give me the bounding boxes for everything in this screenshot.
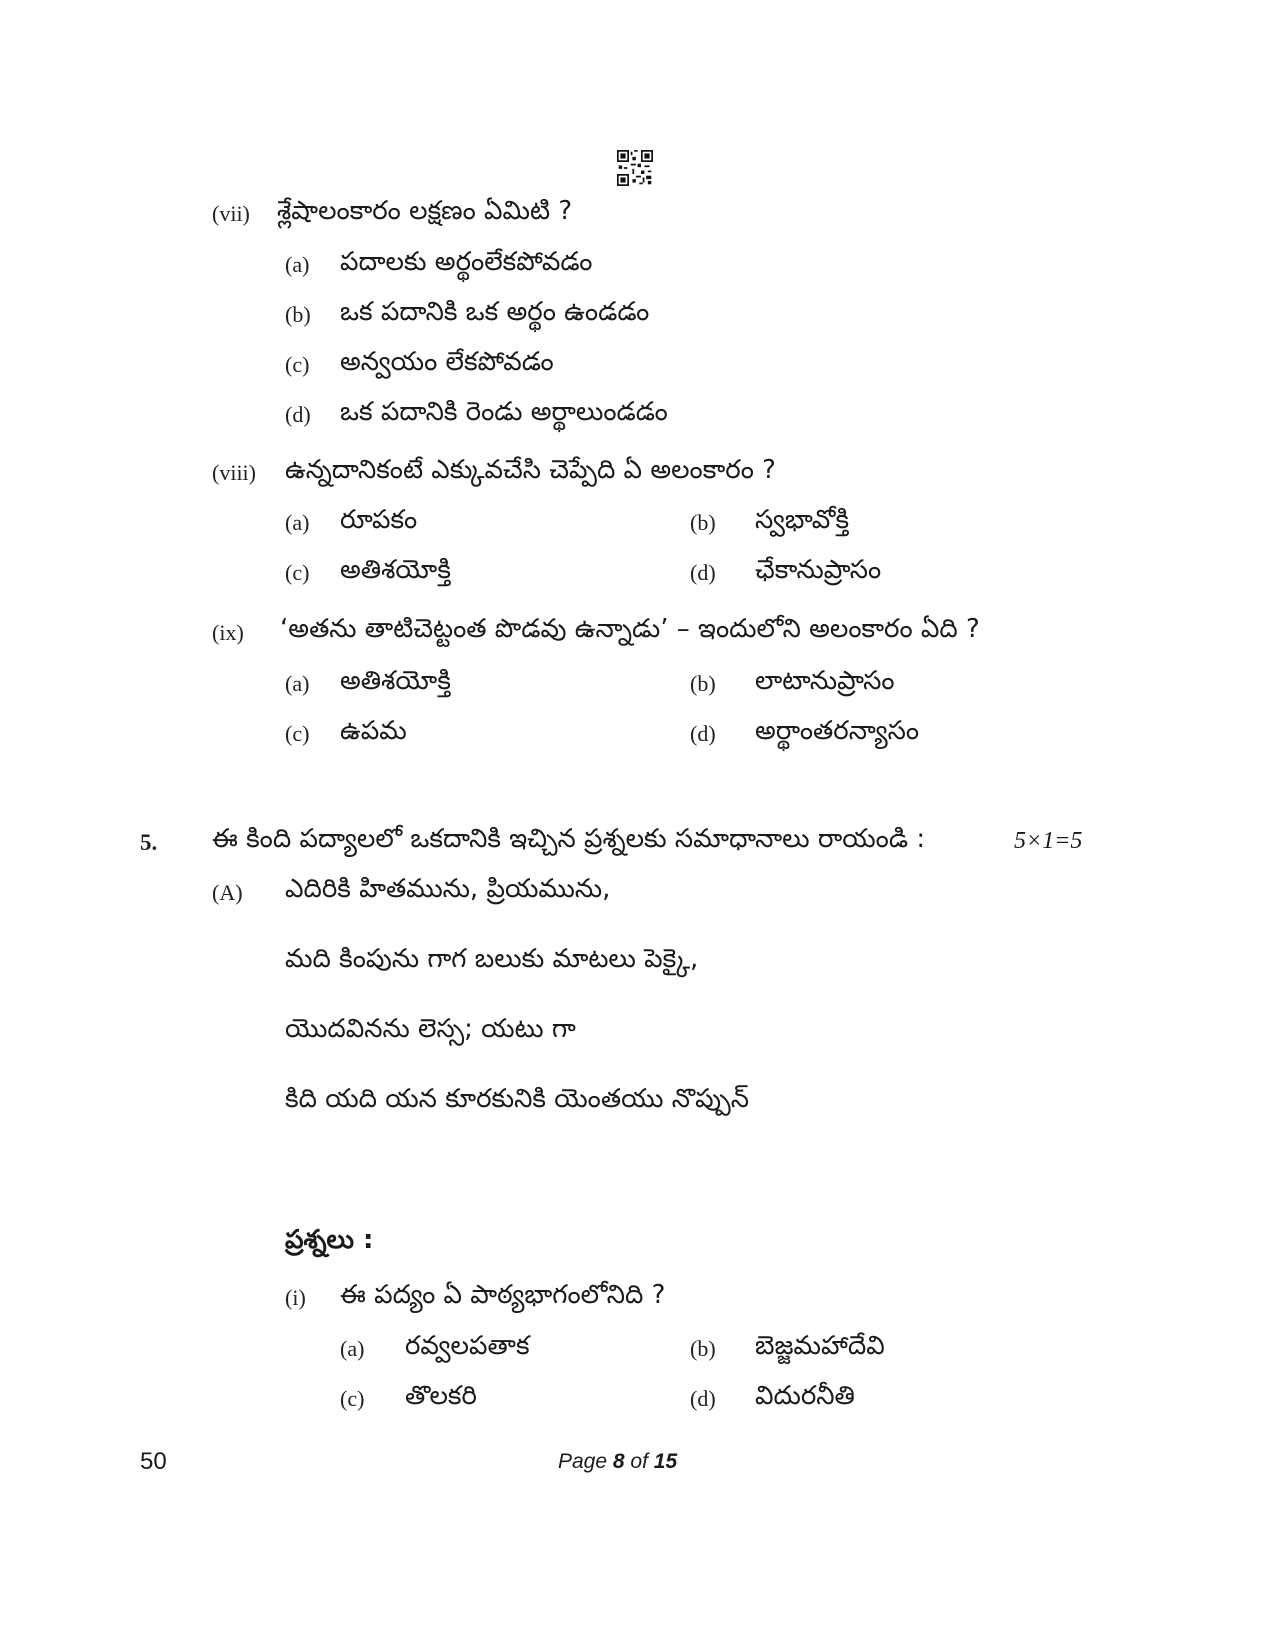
option-text: ఒక పదానికి ఒక అర్థం ఉండడం [340,297,650,327]
option-text: లాటానుప్రాసం [755,666,895,696]
question-number: (i) [285,1285,306,1310]
page-of: of [624,1450,654,1473]
question-text: ఉన్నదానికంటే ఎక్కువచేసి చెప్పేది ఏ అలంకారం ? [285,455,776,485]
option-label: (a) [340,1336,365,1361]
option-text: రవ్వలపతాక [405,1331,530,1361]
question-text: ఈ కింది పద్యాలలో ఒకదానికి ఇచ్చిన ప్రశ్నలకు సమాధానాలు రాయండి : [212,824,926,854]
question-number: (viii) [212,460,256,485]
option-text: పదాలకు అర్థంలేకపోవడం [340,247,593,277]
option-text: తొలకరి [405,1381,477,1411]
question-text: శ్లేషాలంకారం లక్షణం ఏమిటి ? [277,196,573,226]
paper-code: 50 [140,1448,167,1475]
question-text: ఈ పద్యం ఏ పాఠ్యభాగంలోనిది ? [340,1280,666,1310]
option-text: విదురనీతి [755,1381,855,1411]
poem-label: (A) [212,880,243,905]
option-label: (a) [285,671,310,696]
question-text: ‘అతను తాటిచెట్టంత పొడవు ఉన్నాడు’ – ఇందులోని అలంకారం ఏది ? [280,614,980,644]
option-text: ఛేకానుప్రాసం [755,555,882,585]
option-text: ఉపమ [340,716,407,746]
option-text: అర్థాంతరన్యాసం [755,716,920,746]
option-text: బెజ్జమహాదేవి [755,1331,885,1361]
question-number: 5. [140,830,158,855]
option-text: అన్వయం లేకపోవడం [340,347,554,377]
poem-line: కిది యది యన కూరకునికి యెంతయు నొప్పున్ [285,1084,749,1114]
qr-code-icon [617,150,653,186]
option-label: (a) [285,510,310,535]
page-prefix: Page [558,1450,613,1473]
option-text: ఒక పదానికి రెండు అర్థాలుండడం [340,397,668,427]
poem-line: మది కింపును గాగ బలుకు మాటలు పెక్కై, [285,944,699,974]
poem-line: యొదవినను లెస్స; యటు గా [285,1014,576,1044]
option-label: (d) [690,560,716,585]
poem-line: ఎదిరికి హితమును, ప్రియమును, [285,874,611,904]
questions-heading: ప్రశ్నలు : [285,1225,374,1255]
option-label: (a) [285,252,310,277]
option-text: రూపకం [340,505,418,535]
page-indicator [558,1450,677,1474]
question-number: (vii) [212,201,250,226]
option-text: అతిశయోక్తి [340,666,451,696]
option-label: (c) [285,721,310,746]
option-label: (d) [285,402,311,427]
option-label: (c) [285,352,310,377]
option-label: (c) [285,560,310,585]
option-label: (c) [340,1386,365,1411]
option-label: (b) [690,510,716,535]
option-label: (d) [690,721,716,746]
option-label: (b) [690,1336,716,1361]
marks: 5×1=5 [1014,828,1083,854]
option-label: (b) [690,671,716,696]
page-current: 8 [612,1450,625,1473]
option-label: (d) [690,1386,716,1411]
page-total: 15 [653,1450,678,1473]
option-label: (b) [285,302,311,327]
question-number: (ix) [212,620,244,645]
option-text: స్వభావోక్తి [755,505,850,535]
option-text: అతిశయోక్తి [340,555,451,585]
